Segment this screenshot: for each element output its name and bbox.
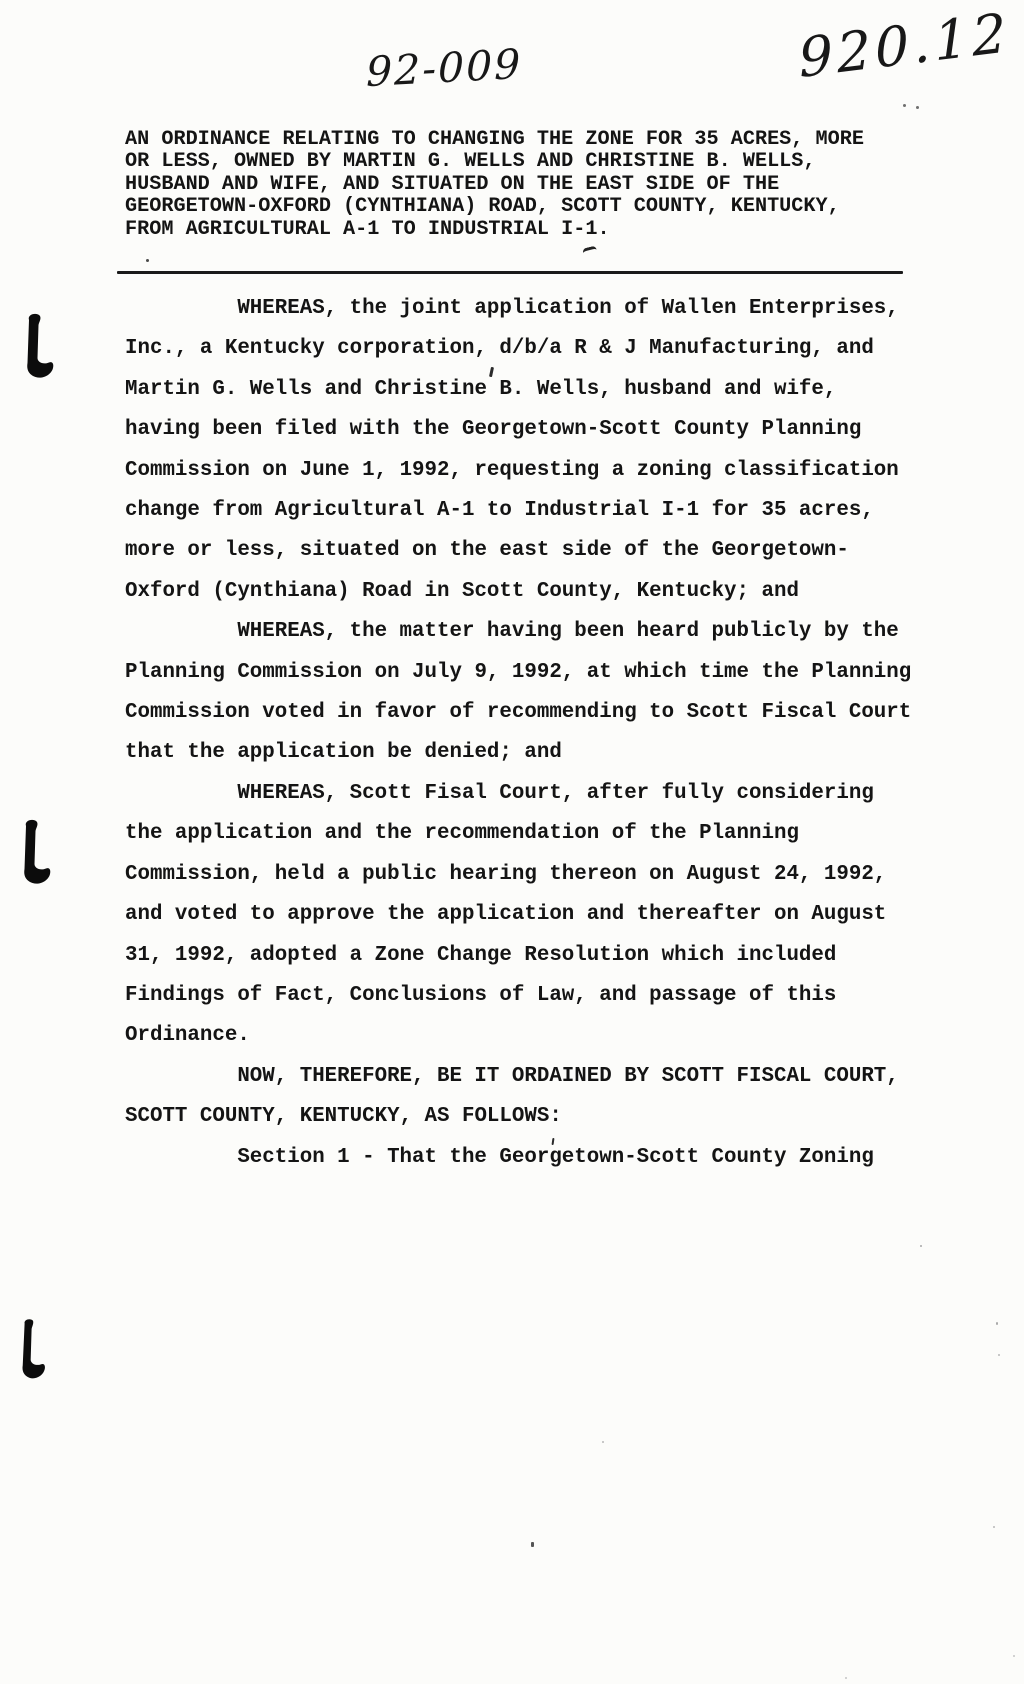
title-line-3: HUSBAND AND WIFE, AND SITUATED ON THE EAST SIDE OF THE bbox=[125, 172, 780, 196]
ink-dot bbox=[916, 106, 919, 109]
body-line-16: and voted to approve the application and thereafter on August bbox=[125, 903, 887, 927]
body-line-22: Section 1 - That the Georgetown-Scott County Zoning bbox=[237, 1145, 874, 1169]
scan-speck bbox=[998, 1354, 1000, 1356]
ordinance-body bbox=[125, 289, 911, 1178]
ink-dot bbox=[903, 104, 906, 107]
handwritten-docket-number: 920.12 bbox=[797, 0, 1012, 91]
scan-speck bbox=[146, 259, 149, 262]
body-line-1: WHEREAS, the joint application of Wallen Enterprises, bbox=[237, 297, 899, 320]
ordinance-title bbox=[125, 129, 864, 241]
body-line-13: WHEREAS, Scott Fisal Court, after fully considering bbox=[237, 781, 874, 805]
body-line-19: Ordinance. bbox=[125, 1024, 250, 1048]
body-line-9: WHEREAS, the matter having been heard publicly by the bbox=[237, 620, 899, 644]
body-line-8: Oxford (Cynthiana) Road in Scott County, Kentucky; and bbox=[125, 579, 799, 603]
body-line-11: Commission voted in favor of recommending to Scott Fiscal Court bbox=[125, 701, 912, 725]
scan-speck bbox=[845, 1677, 847, 1679]
scan-speck bbox=[531, 1542, 534, 1547]
scan-bracket-mark bbox=[21, 818, 51, 886]
body-line-4: having been filed with the Georgetown-Scott County Planning bbox=[125, 418, 862, 442]
body-line-20: NOW, THEREFORE, BE IT ORDAINED BY SCOTT FISCAL COURT, bbox=[237, 1064, 899, 1088]
scan-speck bbox=[920, 1245, 922, 1247]
scan-bracket-mark bbox=[19, 1318, 47, 1381]
scan-bracket-mark bbox=[24, 312, 54, 380]
body-line-2: Inc., a Kentucky corporation, d/b/a R & J Manufacturing, and bbox=[125, 337, 874, 361]
body-line-18: Findings of Fact, Conclusions of Law, and passage of this bbox=[125, 983, 837, 1007]
separator-rule bbox=[117, 271, 903, 274]
body-line-14: the application and the recommendation of the Planning bbox=[125, 822, 799, 846]
scan-dash-mark bbox=[582, 245, 598, 257]
scan-speck bbox=[602, 1441, 604, 1443]
body-line-10: Planning Commission on July 9, 1992, at which time the Planning bbox=[125, 660, 912, 684]
body-line-17: 31, 1992, adopted a Zone Change Resolution which included bbox=[125, 943, 837, 967]
scan-speck bbox=[1013, 1655, 1015, 1657]
title-line-5: FROM AGRICULTURAL A-1 TO INDUSTRIAL I-1. bbox=[125, 217, 610, 241]
body-line-5: Commission on June 1, 1992, requesting a zoning classification bbox=[125, 458, 899, 482]
title-line-2: OR LESS, OWNED BY MARTIN G. WELLS AND CHRISTINE B. WELLS, bbox=[125, 150, 816, 174]
scan-speck bbox=[996, 1322, 998, 1325]
title-line-1: AN ORDINANCE RELATING TO CHANGING THE ZONE FOR 35 ACRES, MORE bbox=[125, 128, 864, 151]
body-line-12: that the application be denied; and bbox=[125, 741, 562, 765]
scan-speck bbox=[993, 1526, 995, 1528]
handwritten-case-number: 92-009 bbox=[366, 39, 523, 97]
body-line-21: SCOTT COUNTY, KENTUCKY, AS FOLLOWS: bbox=[125, 1105, 562, 1129]
body-line-3: Martin G. Wells and Christine B. Wells, husband and wife, bbox=[125, 377, 837, 401]
title-line-4: GEORGETOWN-OXFORD (CYNTHIANA) ROAD, SCOTT COUNTY, KENTUCKY, bbox=[125, 195, 840, 219]
body-line-7: more or less, situated on the east side of the Georgetown- bbox=[125, 539, 849, 563]
body-line-6: change from Agricultural A-1 to Industrial I-1 for 35 acres, bbox=[125, 499, 874, 523]
body-line-15: Commission, held a public hearing thereon on August 24, 1992, bbox=[125, 862, 887, 886]
